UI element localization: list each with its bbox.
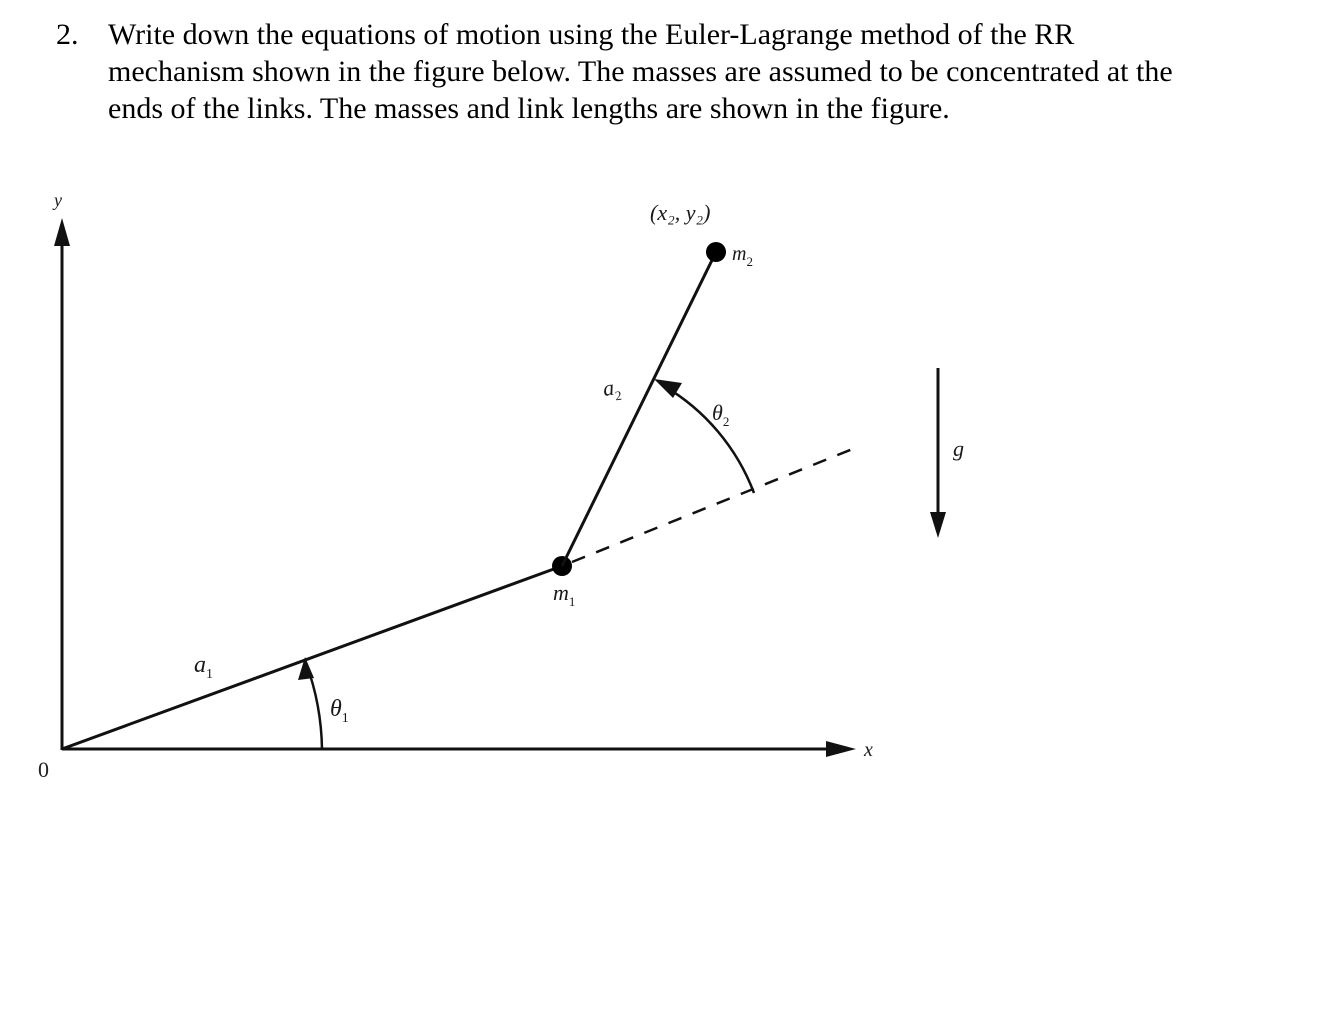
link-1 — [62, 566, 562, 749]
problem-line-3: ends of the links. The masses and link lengths are shown in the figure. — [108, 92, 950, 125]
mass-m2 — [706, 242, 726, 262]
a1-label: $a_1$ — [194, 652, 213, 682]
x-axis-arrowhead — [826, 741, 856, 757]
link-1-extension-dashed — [572, 446, 860, 562]
theta2-label: $\theta_2$ — [712, 400, 730, 429]
problem-number: 2. — [56, 18, 79, 51]
theta2-arc — [664, 386, 754, 493]
y-axis-arrowhead — [54, 218, 70, 246]
y-axis-label: y — [54, 190, 62, 210]
endpoint-coordinates-label: (x₂, y₂) — [650, 200, 711, 225]
x-axis-label: x — [864, 739, 873, 761]
problem-line-1: Write down the equations of motion using the Euler-Lagrange method of the RR — [108, 18, 1075, 51]
theta1-label: $\theta_1$ — [330, 696, 349, 726]
link-2 — [562, 252, 716, 566]
gravity-arrowhead — [930, 512, 946, 538]
m2-label: $m_2$ — [732, 243, 753, 269]
a2-label: $a_2$ — [601, 374, 623, 404]
origin-label: 0 — [38, 757, 49, 782]
m1-label: $m_1$ — [553, 580, 576, 609]
gravity-label: g — [953, 436, 964, 461]
problem-line-2: mechanism shown in the figure below. The masses are assumed to be concentrated at the — [108, 55, 1173, 88]
